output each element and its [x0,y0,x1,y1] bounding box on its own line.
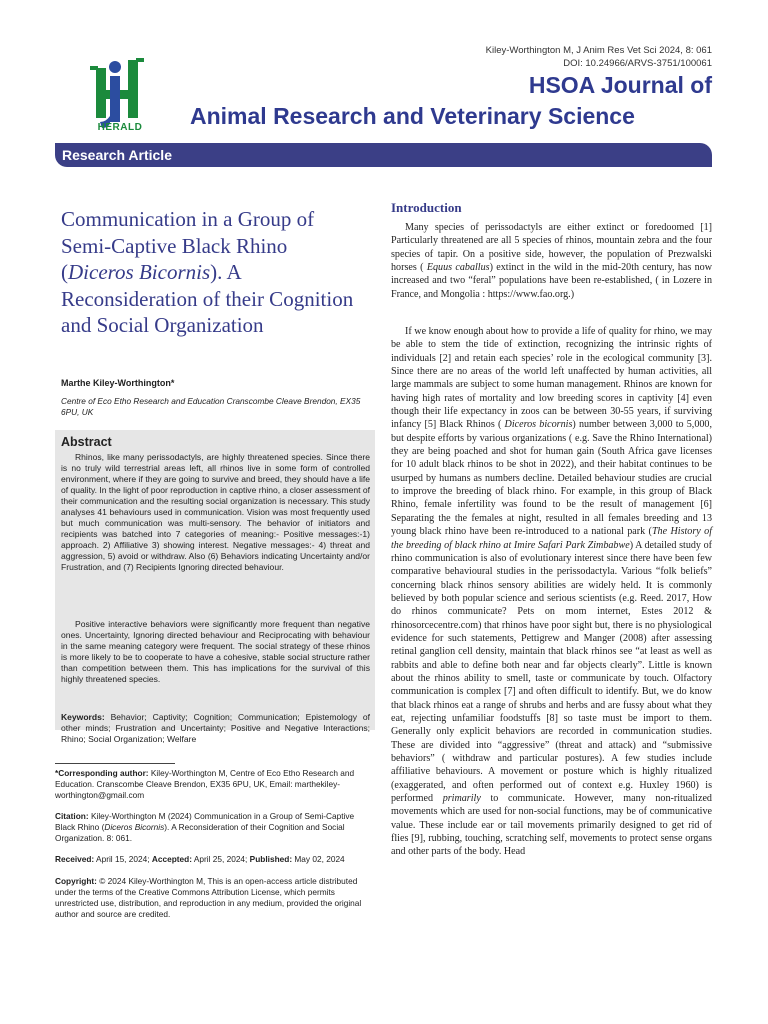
introduction-paragraph-1: Many species of perissodactyls are either extinct or foredoomed [1] Particularly threatened are all 5 species of rhinos, mountain zebra and the four species of tapir. On a positive side, however, the population of Prezwalski horses ( Equus caballus) extinct in the wild in the mid-20th century, has now increased and two “feral” populations have been re-established, ( in Lozere in France, and Mongolia : https://www.fao.org.) [391,222,713,300]
footnote-divider [55,763,175,764]
journal-title-line2: Animal Research and Veterinary Science [190,103,635,129]
abstract-paragraph-2: Positive interactive behaviors were significantly more frequent than negative ones. Uncertainty, Ignoring directed behaviour and Reciprocating with behaviour in the same meaning category were frequent. The social strategy of these rhinos is more likely to be to cooperate to have a cohesive, stable social structure rather than competition between them. This has implications for the survival of this highly threatened species. [61,619,370,684]
header-citation: Kiley-Worthington M, J Anim Res Vet Sci 2024, 8: 061 [485,45,712,56]
author-name: Marthe Kiley-Worthington* [61,378,175,388]
abstract-paragraph-1: Rhinos, like many perissodactyls, are highly threatened species. Since there is no truly wild terrestrial areas left, all rhinos live in some form of controlled environment, where if they are going to survive and breed, they should have a life of quality. In the light of poor reproduction in captive rhino, a closer assessment of their communication and the resulting social organization is necessary. This study analyses 41 behaviours used in communication. Vision was most frequently used but much communication was multi-sensory. The behavior of initiators and recipients was batched into 7 categories of meaning:- Positive messages:-1) approach. 2) Affiliative 3) showing interest. Negative messages:- 4) threat and aggression, 5) avoid or withdraw. Also (6) Behaviors indicating Uncertainty and/or Frustration, and (7) Recipients Ignoring directed behaviour. [61,452,370,572]
header-citation-block [486,44,712,70]
journal-title-line1: HSOA Journal of [528,72,712,98]
title-species: Diceros Bicornis [68,260,211,285]
keywords: Keywords: Behavior; Captivity; Cognition; Communication; Epistemology of other minds; Frustration and Uncertainty; Positive and Negative Interactions; Rhino; Social Organization; Welfare [61,712,370,744]
author-affiliation: Centre of Eco Etho Research and Education Cranscombe Cleave Brendon, EX35 6PU, UK [61,396,361,417]
copyright-note: Copyright: © 2024 Kiley-Worthington M, This is an open-access article distributed under the terms of the Creative Commons Attribution License, which permits unrestricted use, distribution, and reproduction in any medium, provided the original author and source are credited. [55,876,362,919]
header-doi[interactable]: DOI: 10.24966/ARVS-3751/100061 [563,58,712,69]
citation-note: Citation: Kiley-Worthington M (2024) Communication in a Group of Semi-Captive Black Rhino (Diceros Bicornis). A Reconsideration of their Cognition and Social Organization. 8: 061. [55,811,355,843]
abstract-heading: Abstract [61,435,112,449]
introduction-heading: Introduction [391,200,462,215]
article-type-label: Research Article [62,147,172,163]
corresponding-author: *Corresponding author: Kiley-Worthington M, Centre of Eco Etho Research and Education. Cranscombe Cleave Brendon, EX35 6PU, UK, Email: marthekiley-worthington@gmail.com [55,768,355,800]
publication-dates: Received: April 15, 2024; Accepted: April 25, 2024; Published: May 02, 2024 [55,854,345,864]
logo-text: HERALD [97,122,143,133]
article-title: Communication in a Group of Semi-Captive Black Rhino (Diceros Bicornis). A Reconsideration of their Cognition and Social Organization [61,207,354,338]
introduction-paragraph-2: If we know enough about how to provide a life of quality for rhino, we may be able to stem the tide of extinction, recognizing the intrinsic rights of individuals [2] and retain each species’ role in the ecological community [3]. Since there are no areas of the world left unaffected by human activities, all large mammals are subject to some human management. Rhinos are known for having high rates of mortality and low breeding scores in captivity [4] even though their life expectancy in zoos can be between 30-55 years, if surviving infancy [5] Black Rhinos ( Diceros bicornis) number between 3,000 to 5,000, but despite efforts by various organizations ( e.g. Save the Rhino International) they are being poached and shot for human gain (South Africa gave licenses for 10 adult black rhinos to be shot in 2022), and their habitat continues to be usurped by humans as numbers decline. Detailed behaviour studies are crucial to improve the breeding of black rhino. For example, in this group of Black Rhino, female infertility was found to be the result of management [6] Separating the the females at night, resulted in all females breeding and 13 young black rhino have been re-introduced to a national park (The History of the breeding of black rhino at Imire Safari Park Zimbabwe) A detailed study of rhino communication is also of evolutionary interest since there have been few comparative behavioural studies in the perissodactyla. Various “folk beliefs” concerning black rhinos sensory abilities are widely held. It is commonly believed by both popular science and serious scientists (e.g. Reed. 2017, How do rhinos communicate? Pets on mom internet, Estes 2012 & rhinosorcecentre.com) that rhinos have poor sight but, there is no physiological evidence for such statements, Pettigrew and Manger (2008) after assessing retinal ganglion cell density, maintain that black rhinos see “at least as well as rabbits and able to define both near and far objects clearly”. Little is known about the rhinos ability to smell, taste or communicate by touch. Olfactory communication is complex [7] and often difficult to identify. But, we do know that black rhinos eat a range of shrubs and herbs and are fussy about what they eat, rejecting unfamiliar foodstuffs [8] so taste must be import to them. Generally only explicit behaviors are recorded in communication studies. These are divided into “aggressive” (threat and attack) and “submissive behaviors” ( withdraw and particular postures). A few studies include affiliative behaviours. A movement or posture which is highly ritualized (exaggerated, and often performed out of context e.g. Huxley 1960) is performed primarily to communicate. However, many non-ritualized movements which are used for non-social functions, may be of communicative value. These include ear or tail movements primarily designed to get rid of flies [9], rubbing, touching, scratching self, movements to protect sense organs and other parts of the body. Head [391,326,713,858]
